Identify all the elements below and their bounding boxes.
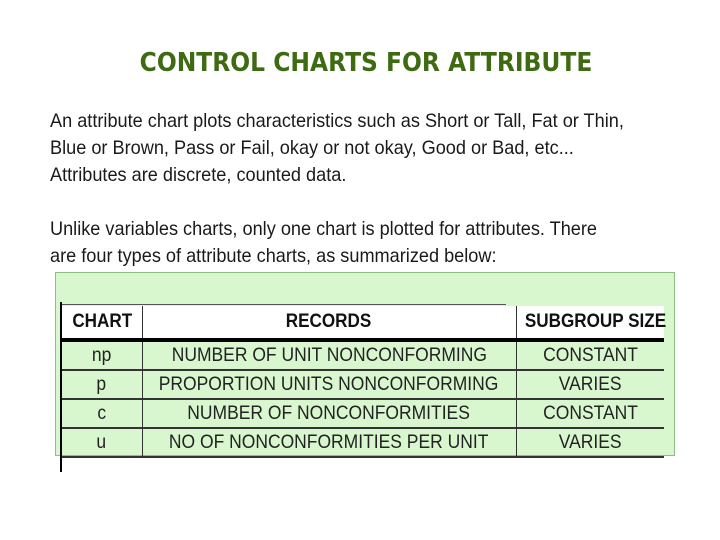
chart-cell: u <box>62 428 142 457</box>
records-cell: NUMBER OF UNIT NONCONFORMING <box>142 340 516 370</box>
records-cell: NUMBER OF NONCONFORMITIES <box>142 399 516 428</box>
table-row <box>62 428 664 457</box>
header-chart: CHART <box>62 306 142 340</box>
records-cell: NO OF NONCONFORMITIES PER UNIT <box>142 428 516 457</box>
subgroup-size-cell: CONSTANT <box>516 399 664 428</box>
summary-line: Unlike variables charts, only one chart is plotted for attributes. There <box>50 218 598 240</box>
intro-paragraph <box>50 108 655 189</box>
intro-line: An attribute chart plots characteristics such as Short or Tall, Fat or Thin, <box>50 110 624 132</box>
summary-line: are four types of attribute charts, as summarized below: <box>50 245 497 267</box>
subgroup-size-cell: VARIES <box>516 370 664 399</box>
header-records: RECORDS <box>142 306 516 340</box>
records-cell: PROPORTION UNITS NONCONFORMING <box>142 370 516 399</box>
table-row <box>62 370 664 399</box>
subgroup-size-cell: CONSTANT <box>516 340 664 370</box>
header-subgroup-size: SUBGROUP SIZE <box>516 306 664 340</box>
intro-line: Attributes are discrete, counted data. <box>50 164 347 186</box>
chart-cell: p <box>62 370 142 399</box>
table-top-rule <box>62 304 506 305</box>
table-header-row <box>62 306 664 340</box>
chart-cell: np <box>62 340 142 370</box>
table-row <box>62 399 664 428</box>
page-title: CONTROL CHARTS FOR ATTRIBUTE <box>139 48 593 78</box>
chart-cell: c <box>62 399 142 428</box>
intro-line: Blue or Brown, Pass or Fail, okay or not okay, Good or Bad, etc... <box>50 137 574 159</box>
table-row <box>62 340 664 370</box>
subgroup-size-cell: VARIES <box>516 428 664 457</box>
summary-paragraph <box>50 216 655 270</box>
attribute-charts-table <box>62 306 664 458</box>
